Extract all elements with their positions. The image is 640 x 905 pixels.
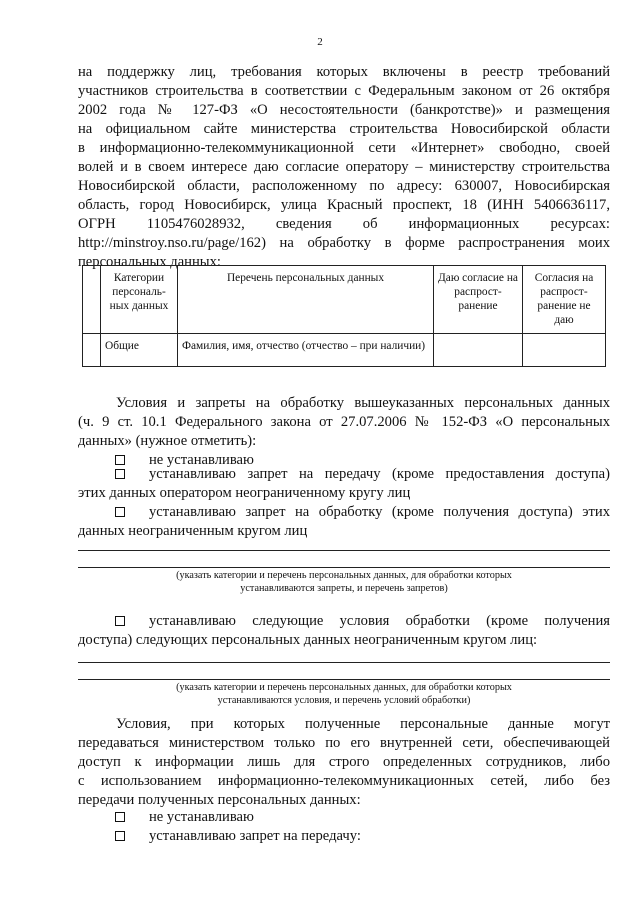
text-line: Новосибирской области, расположенному по адресу: 630007, Новосибирская [78, 178, 610, 194]
text-line: Условия, при которых полученные персональные данные могут [116, 716, 610, 732]
option-label: устанавливаю запрет на передачу (кроме предоставления доступа) [149, 466, 610, 482]
hint-line: (указать категории и перечень персональных данных, для обработки которых [176, 682, 512, 693]
checkbox-cell-consent[interactable] [434, 334, 523, 367]
text-line: область, город Новосибирск, улица Красный проспект, 18 (ИНН 5406636117, [78, 197, 610, 213]
checkbox[interactable] [115, 455, 125, 465]
fill-in-line[interactable] [78, 550, 610, 551]
text-line: персональных данных: [78, 254, 221, 270]
table-cell [83, 334, 101, 367]
text-line: Условия и запреты на обработку вышеуказанных персональных данных [116, 395, 610, 411]
option-label-cont: доступа) следующих персональных данных неограниченным кругом лиц: [78, 632, 538, 648]
checkbox[interactable] [115, 831, 125, 841]
text-line: (ч. 9 ст. 10.1 Федерального закона от 27.07.2006 № 152-ФЗ «О персональных [78, 414, 610, 430]
text-line: доступ к информации лишь для строго определенных сотрудников, либо [78, 754, 610, 770]
checkbox[interactable] [115, 507, 125, 517]
text-line: на поддержку лиц, требования которых включены в реестр требований [78, 64, 610, 80]
fill-in-line[interactable] [78, 567, 610, 568]
text-line: 2002 года № 127-ФЗ «О несостоятельности (банкротстве)» и размещения [78, 102, 610, 118]
text-line: передаваться министерством только по его внутренней сети, обеспечивающей [78, 735, 610, 751]
option-ban-transfer [78, 465, 610, 503]
option-transfer-ban [78, 827, 610, 846]
table-header-cell: Даю согласие на распрост-ранение [434, 266, 523, 334]
text-line: http://minstroy.nso.ru/page/162) на обработку в форме распространения моих [78, 235, 610, 251]
checkbox-cell-no-consent[interactable] [523, 334, 606, 367]
text-line: данных» (нужное отметить): [78, 433, 257, 449]
option-label-cont: этих данных оператором неограниченному кругу лиц [78, 485, 411, 501]
table-row [83, 334, 606, 367]
option-label: устанавливаю запрет на обработку (кроме получения доступа) этих [149, 504, 610, 520]
table-header-row [83, 266, 606, 334]
text-line: участников строительства в соответствии с Федеральным законом от 26 октября [78, 83, 610, 99]
text-line: передачи полученных персональных данных: [78, 792, 361, 808]
checkbox[interactable] [115, 469, 125, 479]
text-line: в информационно-телекоммуникационной сети «Интернет» свободно, своей [78, 140, 610, 156]
text-line: на официальном сайте министерства строительства Новосибирской области [78, 121, 610, 137]
option-label: не устанавливаю [149, 809, 254, 825]
table-cell: Общие [101, 334, 178, 367]
hint-note-bans [78, 569, 610, 595]
fill-in-line[interactable] [78, 679, 610, 680]
text-line: ОГРН 1105476028932, сведения об информационных ресурсах: [78, 216, 610, 232]
option-transfer-not-set [78, 808, 610, 827]
hint-line: (указать категории и перечень персональных данных, для обработки которых [176, 570, 512, 581]
fill-in-line[interactable] [78, 662, 610, 663]
table-header-cell: Перечень персональных данных [178, 266, 434, 334]
table-header-cell [83, 266, 101, 334]
option-label: не устанавливаю [149, 452, 254, 468]
personal-data-table [82, 265, 606, 367]
text-line: волей и в своем интересе даю согласие оператору – министерству строительства [78, 159, 610, 175]
option-label-cont: данных неограниченным кругом лиц [78, 523, 308, 539]
option-label: устанавливаю следующие условия обработки (кроме получения [149, 613, 610, 629]
hint-line: устанавливаются запреты, и перечень запретов) [240, 583, 448, 594]
table-header-cell: Категории персональ-ных данных [101, 266, 178, 334]
page-number: 2 [317, 36, 323, 48]
option-label: устанавливаю запрет на передачу: [149, 828, 361, 844]
hint-line: устанавливаются условия, и перечень условий обработки) [217, 695, 471, 706]
table-header-cell: Согласия на распрост-ранение не даю [523, 266, 606, 334]
option-set-conditions [78, 612, 610, 650]
checkbox[interactable] [115, 812, 125, 822]
table-cell: Фамилия, имя, отчество (отчество – при наличии) [178, 334, 434, 367]
text-line: с использованием информационно-телекоммуникационных сетей, либо без [78, 773, 610, 789]
checkbox[interactable] [115, 616, 125, 626]
option-ban-processing [78, 503, 610, 541]
hint-note-conditions [78, 681, 610, 707]
